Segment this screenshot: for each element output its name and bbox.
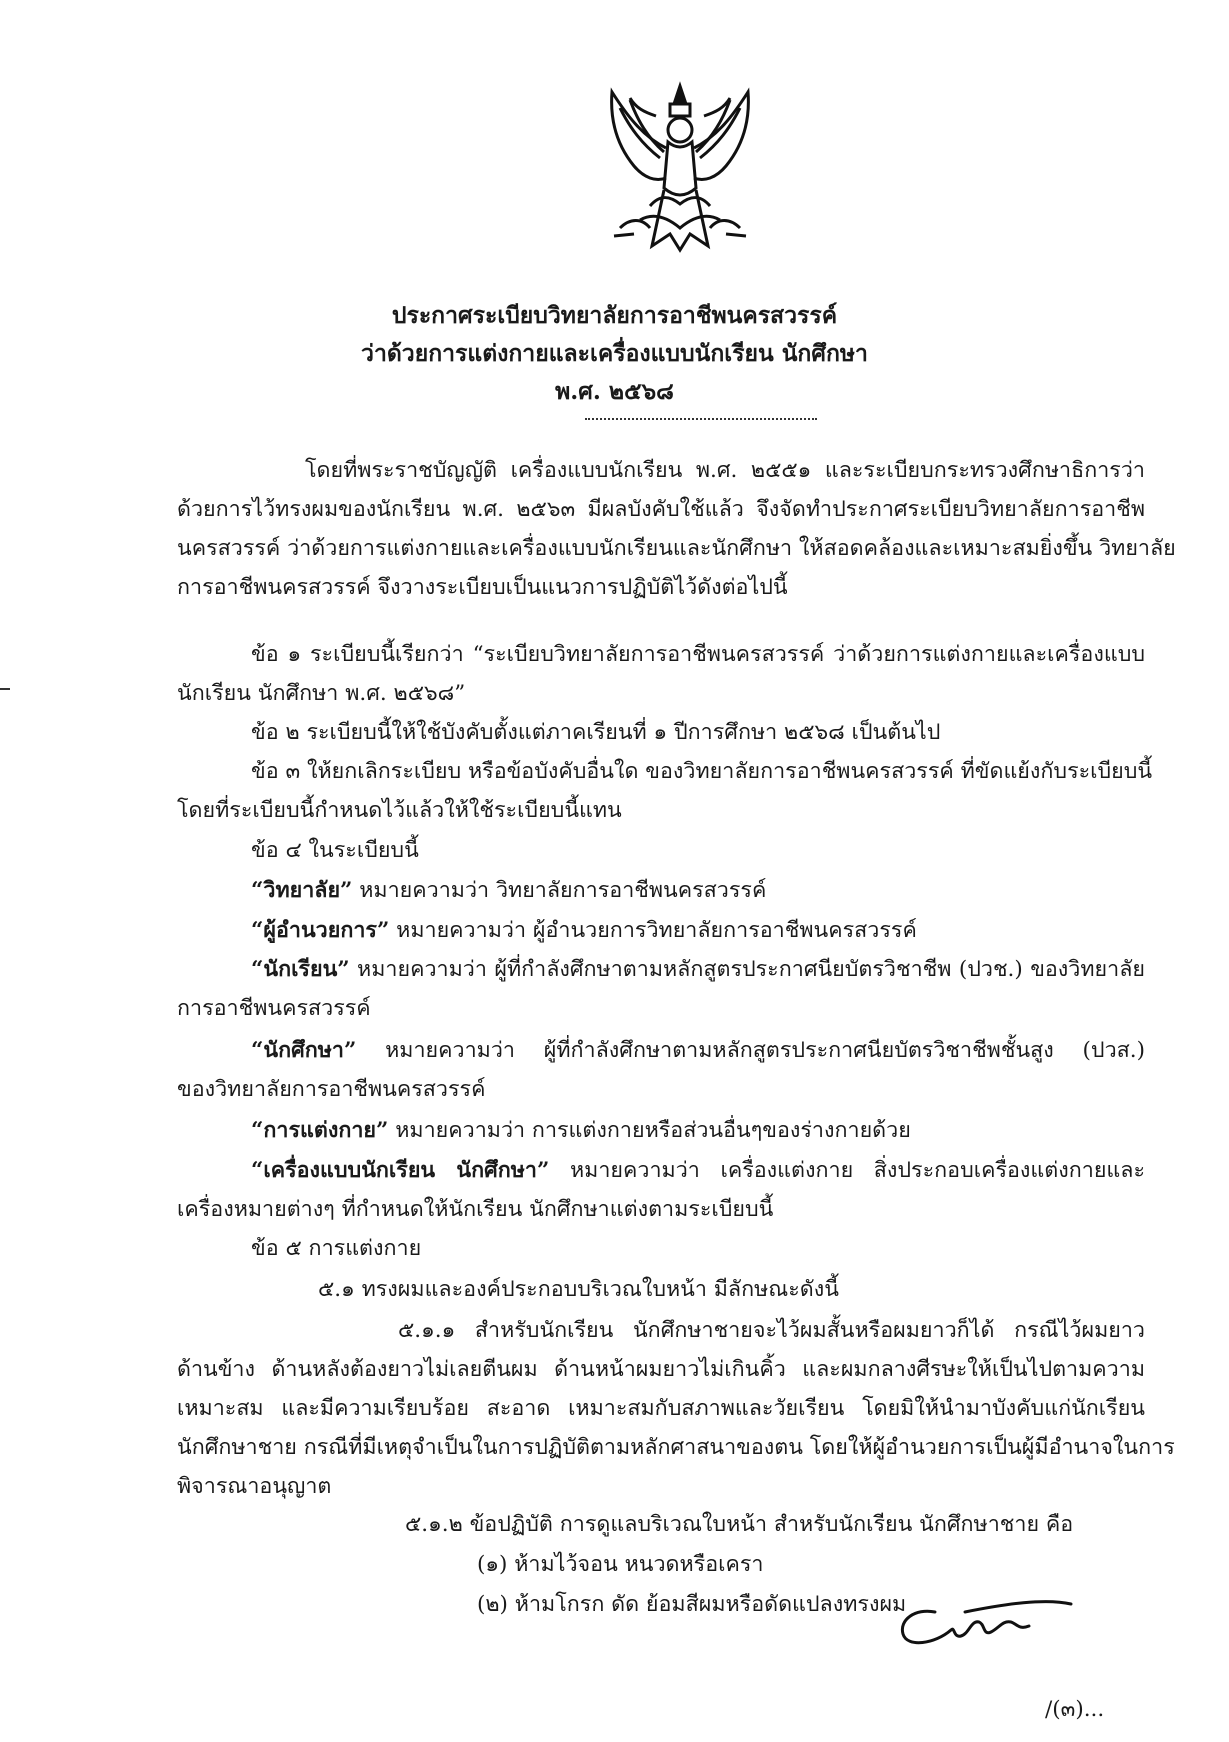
- definition-uniform: [251, 1156, 1145, 1186]
- clause-3-line-1: ข้อ ๓ ให้ยกเลิกระเบียบ หรือข้อบังคับอื่นใด ของวิทยาลัยการอาชีพนครสวรรค์ ที่ขัดแย้งกับระเบียบนี้: [251, 759, 1153, 784]
- definition-student: [251, 955, 1145, 985]
- term-college: “วิทยาลัย”: [251, 878, 353, 903]
- def-student: หมายความว่า ผู้ที่กำลังศึกษาตามหลักสูตรประกาศนียบัตรวิชาชีพ (ปวช.) ของวิทยาลัย: [349, 957, 1145, 982]
- clause-5-1-1-line-4: นักศึกษาชาย กรณีที่มีเหตุจำเป็นในการปฏิบัติตามหลักศาสนาของตน โดยให้ผู้อำนวยการเป็นผู้มีอำนาจในการ: [177, 1435, 1175, 1460]
- term-dress: “การแต่งกาย”: [251, 1118, 389, 1143]
- clause-4: ข้อ ๔ ในระเบียบนี้: [251, 838, 419, 863]
- term-hv-student: “นักศึกษา”: [251, 1038, 357, 1063]
- clause-5-1-1-line-3: เหมาะสม และมีความเรียบร้อย สะอาด เหมาะสมกับสภาพและวัยเรียน โดยมิให้นำมาบังคับแก่นักเรียน: [177, 1396, 1145, 1421]
- def-dress: หมายความว่า การแต่งกายหรือส่วนอื่นๆของร่างกายด้วย: [388, 1118, 911, 1143]
- term-director: “ผู้อำนวยการ”: [251, 918, 390, 943]
- def-uniform: หมายความว่า เครื่องแต่งกาย สิ่งประกอบเครื่องแต่งกายและ: [549, 1158, 1145, 1183]
- dotted-divider: [585, 418, 817, 420]
- preamble-line-1: โดยที่พระราชบัญญัติ เครื่องแบบนักเรียน พ.ศ. ๒๕๕๑ และระเบียบกระทรวงศึกษาธิการว่า: [305, 458, 1145, 483]
- term-uniform: “เครื่องแบบนักเรียน นักศึกษา”: [251, 1158, 550, 1183]
- definition-college: [251, 876, 766, 906]
- definition-uniform-line-2: เครื่องหมายต่างๆ ที่กำหนดให้นักเรียน นักศึกษาแต่งตามระเบียบนี้: [177, 1197, 774, 1222]
- garuda-emblem: [590, 78, 770, 258]
- clause-2: ข้อ ๒ ระเบียบนี้ให้ใช้บังคับตั้งแต่ภาคเรียนที่ ๑ ปีการศึกษา ๒๕๖๘ เป็นต้นไป: [251, 720, 941, 745]
- preamble-line-4: การอาชีพนครสวรรค์ จึงวางระเบียบเป็นแนวการปฏิบัติไว้ดังต่อไปนี้: [177, 575, 788, 600]
- preamble-line-3: นครสวรรค์ ว่าด้วยการแต่งกายและเครื่องแบบนักเรียนและนักศึกษา ให้สอดคล้องและเหมาะสมยิ่งขึ้น วิทยาลัย: [177, 536, 1176, 561]
- definition-dress: [251, 1116, 911, 1146]
- signature: [895, 1590, 1085, 1660]
- definition-student-line-2: การอาชีพนครสวรรค์: [177, 996, 371, 1021]
- title-line-3: พ.ศ. ๒๕๖๘: [555, 378, 674, 405]
- clause-1-line-2: นักเรียน นักศึกษา พ.ศ. ๒๕๖๘”: [177, 681, 466, 706]
- title-line-2: ว่าด้วยการแต่งกายและเครื่องแบบนักเรียน นักศึกษา: [361, 340, 868, 367]
- item-2: (๒) ห้ามโกรก ดัด ย้อมสีผมหรือดัดแปลงทรงผม: [477, 1592, 907, 1617]
- clause-5-1-1-line-2: ด้านข้าง ด้านหลังต้องยาวไม่เลยตีนผม ด้านหน้าผมยาวไม่เกินคิ้ว และผมกลางศีรษะให้เป็นไปตามความ: [177, 1357, 1145, 1382]
- term-student: “นักเรียน”: [251, 957, 350, 982]
- definition-hv-student-line-2: ของวิทยาลัยการอาชีพนครสวรรค์: [177, 1077, 486, 1102]
- preamble-line-2: ด้วยการไว้ทรงผมของนักเรียน พ.ศ. ๒๕๖๓ มีผลบังคับใช้แล้ว จึงจัดทำประกาศระเบียบวิทยาลัยการอาชีพ: [177, 497, 1145, 522]
- definition-director: [251, 916, 917, 946]
- clause-5-1-1-line-1: ๕.๑.๑ สำหรับนักเรียน นักศึกษาชายจะไว้ผมสั้นหรือผมยาวก็ได้ กรณีไว้ผมยาว: [398, 1318, 1145, 1343]
- title-line-1: ประกาศระเบียบวิทยาลัยการอาชีพนครสวรรค์: [391, 302, 838, 329]
- clause-5-1-2: ๕.๑.๒ ข้อปฏิบัติ การดูแลบริเวณใบหน้า สำหรับนักเรียน นักศึกษาชาย คือ: [405, 1512, 1074, 1537]
- clause-1-line-1: ข้อ ๑ ระเบียบนี้เรียกว่า “ระเบียบวิทยาลัยการอาชีพนครสวรรค์ ว่าด้วยการแต่งกายและเครื่องแบบ: [251, 642, 1145, 667]
- clause-3-line-2: โดยที่ระเบียบนี้กำหนดไว้แล้วให้ใช้ระเบียบนี้แทน: [177, 798, 622, 823]
- def-hv-student: หมายความว่า ผู้ที่กำลังศึกษาตามหลักสูตรประกาศนียบัตรวิชาชีพชั้นสูง (ปวส.): [356, 1038, 1145, 1063]
- definition-hv-student: [251, 1036, 1145, 1066]
- clause-5: ข้อ ๕ การแต่งกาย: [251, 1236, 422, 1261]
- def-director: หมายความว่า ผู้อำนวยการวิทยาลัยการอาชีพนครสวรรค์: [389, 918, 917, 943]
- clause-5-1: ๕.๑ ทรงผมและองค์ประกอบบริเวณใบหน้า มีลักษณะดังนี้: [318, 1277, 839, 1302]
- margin-mark: [0, 688, 10, 690]
- page-continuation: /(๓)...: [1045, 1697, 1105, 1722]
- item-1: (๑) ห้ามไว้จอน หนวดหรือเครา: [477, 1552, 764, 1577]
- clause-5-1-1-line-5: พิจารณาอนุญาต: [177, 1474, 332, 1499]
- def-college: หมายความว่า วิทยาลัยการอาชีพนครสวรรค์: [352, 878, 767, 903]
